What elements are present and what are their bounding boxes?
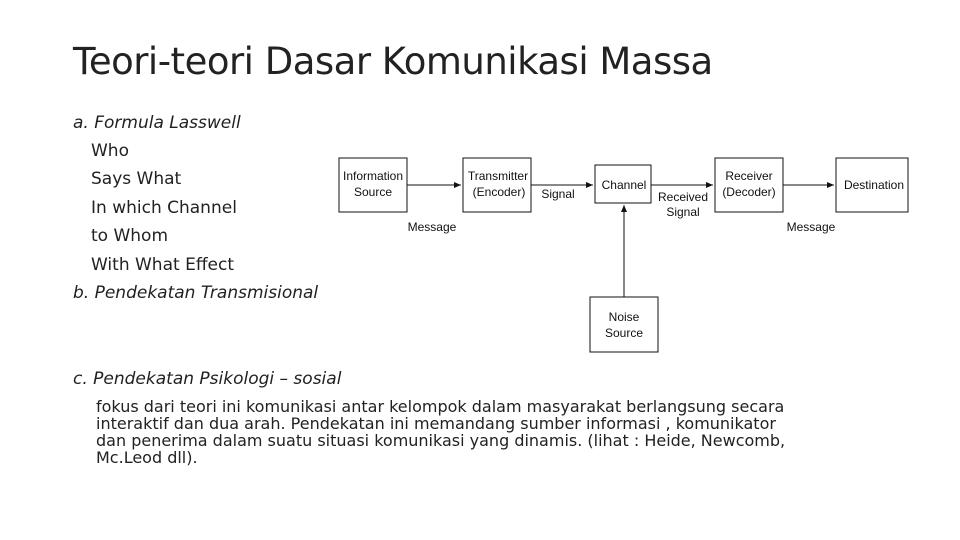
- received-signal-label: Received: [657, 190, 709, 204]
- noise-source-label: Noise: [608, 310, 640, 324]
- transmitter-label: Transmitter: [467, 169, 529, 183]
- lasswell-item: In which Channel: [91, 198, 237, 218]
- lasswell-item: Says What: [91, 169, 182, 189]
- lasswell-item: With What Effect: [91, 255, 234, 275]
- paragraph-line: interaktif dan dua arah. Pendekatan ini memandang sumber informasi , komunikator: [96, 414, 776, 433]
- section-b-heading: b. Pendekatan Transmisional: [73, 283, 319, 303]
- noise-source-label: Source: [604, 326, 644, 340]
- lasswell-item: to Whom: [91, 226, 169, 246]
- receiver-label: (Decoder): [722, 185, 776, 199]
- destination-label: Destination: [843, 178, 905, 192]
- noise-source-box: [590, 297, 658, 352]
- receiver-label: Receiver: [725, 169, 773, 183]
- section-c-heading: c. Pendekatan Psikologi – sosial: [73, 369, 342, 389]
- message-label: Message: [786, 220, 836, 234]
- section-a-heading: a. Formula Lasswell: [73, 113, 241, 133]
- signal-label: Signal: [541, 187, 575, 201]
- paragraph-line: dan penerima dalam suatu situasi komunikasi yang dinamis. (lihat : Heide, Newcomb,: [96, 431, 786, 450]
- channel-label: Channel: [601, 178, 647, 192]
- information-source-label: Information: [342, 169, 404, 183]
- paragraph-line: fokus dari teori ini komunikasi antar kelompok dalam masyarakat berlangsung secara: [96, 397, 785, 416]
- information-source-label: Source: [353, 185, 393, 199]
- received-signal-label: Signal: [666, 205, 700, 219]
- section-c-paragraph: [96, 398, 866, 466]
- paragraph-line: Mc.Leod dll).: [96, 448, 198, 467]
- transmitter-label: (Encoder): [472, 185, 526, 199]
- lasswell-item: Who: [91, 141, 129, 161]
- message-label: Message: [407, 220, 457, 234]
- slide-title: Teori-teori Dasar Komunikasi Massa: [73, 40, 713, 83]
